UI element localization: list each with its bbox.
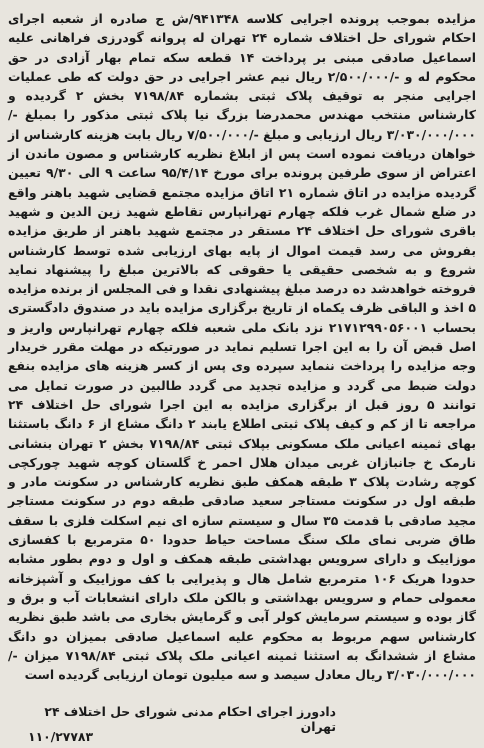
notice-footer — [8, 704, 476, 744]
notice-signature: دادورز اجرای احکام مدنی شورای حل اختلاف ۲۴ تهران — [44, 704, 336, 734]
notice-body: مزایده بموجب پرونده اجرایی کلاسه ۹۴۱۳۴۸/ش ج صادره از شعبه اجرای احکام شورای حل اختلاف شماره ۲۴ تهران له پروانه گودرزی فراهانی علیه اسماعیل صادقی مبنی بر پرداخت ۱۴ قطعه سکه تمام بهار آزادی در حق محکوم له و -/۲/۵۰۰/۰۰۰ ریال نیم عشر اجرایی در حق دولت که طی عملیات اجرایی منجر به توقیف پلاک ثبتی بشماره ۷۱۹۸/۸۴ بخش ۲ گردیده و کارشناس منتخب مهندس محمدرضا بزرگ نیا پلاک ثبتی مذکور را بمبلغ -/۳/۰۳۰/۰۰۰/۰۰۰ ریال ارزیابی و مبلغ -/۷/۵۰۰/۰۰۰ ریال بابت هزینه کارشناس از خواهان دریافت نموده است پس از ابلاغ نظریه کارشناس و مصون ماندن از اعتراض از سوی طرفین پرونده برای مورخ ۹۵/۴/۱۴ ساعت ۹ الی ۹/۳۰ تعیین گردیده مزایده در اتاق شماره ۲۱ اتاق مزایده مجتمع قضایی شهید باهنر واقع در ضلع شمال غرب فلکه چهارم تهرانپارس تقاطع شهید زین الدین و شهید باقری شورای حل اختلاف ۲۴ مستقر در مجتمع شهید باهنر از طریق مزایده بفروش می رسد قیمت اموال از پایه بهای ارزیابی شده توسط کارشناس شروع و به شخصی حقیقی یا حقوقی که بالاترین مبلغ را پیشنهاد نماید فروخته خواهدشد ده درصد مبلغ پیشنهادی نقدا و فی المجلس از برنده مزایده ۵ اخذ و الباقی ظرف یکماه از تاریخ برگزاری مزایده باید در صندوق دادگستری بحساب ۲۱۷۱۲۹۹۰۵۶۰۰۱ نزد بانک ملی شعبه فلکه چهارم تهرانپارس واریز و اصل قبض آن را به این اجرا تسلیم نماید در صورتیکه در مهلت مقرر خریدار وجه مزایده را پرداخت ننماید سپرده وی پس از کسر هزینه های مزایده بنفع دولت ضبط می گردد و مزایده تجدید می گردد طالبین در صورت تمایل می توانند ۵ روز قبل از برگزاری مزایده به این اجرا شورای حل اختلاف ۲۴ مراجعه تا از کم و کیف پلاک ثبتی اطلاع یابند ۲ دانگ مشاع از ۶ دانگ باستثنا بهای ثمینه اعیانی ملک مسکونی بپلاک ثبتی ۷۱۹۸/۸۴ بخش ۲ تهران بنشانی نارمک خ جانبازان غربی میدان هلال احمر خ گلستان کوچه شهید چورکچی کوچه رشادت پلاک ۳ طبقه همکف طبق نظریه کارشناس در سکونت مادر و طبقه اول در سکونت مستاجر سعید صادقی طبقه دوم در سکونت مستاجر مجید صادقی با قدمت ۳۵ سال و سیستم سازه ای نیم اسکلت فلزی با سقف طاق ضربی نمای ملک سنگ مساحت حیاط حدودا ۵۰ مترمربع با کفسازی موزاییک و دارای سرویس بهداشتی طبقه همکف و اول و دوم بطور مشابه حدودا هریک ۱۰۶ مترمربع شامل هال و پذیرایی با کف موزاییک و آشپزخانه معمولی حمام و سرویس بهداشتی و بالکن ملک دارای انشعابات آب و برق و گاز بوده و سیستم سرمایش کولر آبی و گرمایش بخاری می باشد طبق نظریه کارشناس سهم مربوط به محکوم علیه اسماعیل صادقی بمیزان دو دانگ مشاع از ششدانگ به استثنا ثمینه اعیانی ملک پلاک ثبتی ۷۱۹۸/۸۴ میزان -/۳/۰۳۰/۰۰۰/۰۰۰ ریال معادل سیصد و سه میلیون تومان ارزیابی گردیده است — [8, 11, 477, 683]
notice-reference-code: ۱۱۰/۲۷۷۸۳ — [28, 729, 94, 744]
